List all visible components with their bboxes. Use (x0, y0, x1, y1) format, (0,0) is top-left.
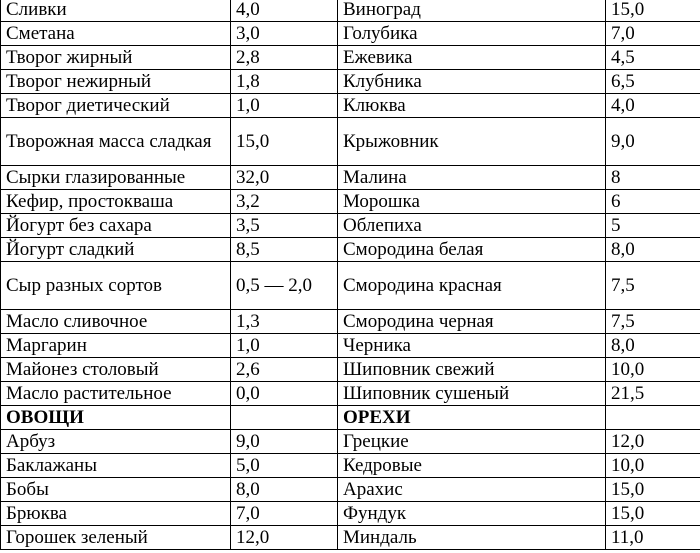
table-row (1, 0, 700, 22)
right-value-cell: 10,0 (606, 358, 700, 382)
right-value-cell: 21,5 (606, 382, 700, 406)
right-value-cell: 8,0 (606, 238, 700, 262)
left-name-cell: Йогурт без сахара (1, 214, 231, 238)
left-value-cell: 2,6 (231, 358, 338, 382)
left-name-cell: Бобы (1, 478, 231, 502)
right-value-cell: 12,0 (606, 430, 700, 454)
right-value-cell: 4,0 (606, 94, 700, 118)
right-name-cell: Шиповник свежий (338, 358, 606, 382)
right-value-cell: 15,0 (606, 478, 700, 502)
right-value-cell: 15,0 (606, 502, 700, 526)
table-row (1, 502, 700, 526)
right-value-cell: 10,0 (606, 454, 700, 478)
left-name-cell: Творог жирный (1, 46, 231, 70)
table-row (1, 478, 700, 502)
left-name-cell: Маргарин (1, 334, 231, 358)
left-name-cell: Сырки глазированные (1, 166, 231, 190)
left-value-cell: 15,0 (231, 118, 338, 166)
right-value-cell (606, 406, 700, 430)
right-value-cell: 4,5 (606, 46, 700, 70)
right-value-cell: 9,0 (606, 118, 700, 166)
right-value-cell: 6,5 (606, 70, 700, 94)
right-name-cell: Облепиха (338, 214, 606, 238)
right-value-cell: 8,0 (606, 334, 700, 358)
right-value-cell: 11,0 (606, 526, 700, 550)
table-row (1, 70, 700, 94)
left-name-cell: Йогурт сладкий (1, 238, 231, 262)
left-value-cell: 1,3 (231, 310, 338, 334)
right-name-cell: Смородина красная (338, 262, 606, 310)
right-value-cell: 15,0 (606, 0, 700, 22)
right-name-cell: Смородина черная (338, 310, 606, 334)
right-name-cell: Малина (338, 166, 606, 190)
right-value-cell: 6 (606, 190, 700, 214)
left-value-cell: 1,0 (231, 94, 338, 118)
left-value-cell: 4,0 (231, 0, 338, 22)
left-value-cell: 12,0 (231, 526, 338, 550)
right-name-cell: Морошка (338, 190, 606, 214)
left-name-cell: Сыр разных сортов (1, 262, 231, 310)
right-name-cell: Голубика (338, 22, 606, 46)
left-value-cell (231, 406, 338, 430)
table-row (1, 46, 700, 70)
section-header-row (1, 406, 700, 430)
left-value-cell: 3,0 (231, 22, 338, 46)
right-name-cell: Арахис (338, 478, 606, 502)
left-name-cell: Сметана (1, 22, 231, 46)
left-name-cell: Творог нежирный (1, 70, 231, 94)
right-name-cell: Грецкие (338, 430, 606, 454)
left-value-cell: 3,5 (231, 214, 338, 238)
table-row (1, 22, 700, 46)
left-name-cell: Творог диетический (1, 94, 231, 118)
left-value-cell: 5,0 (231, 454, 338, 478)
left-name-cell: Сливки (1, 0, 231, 22)
table-row (1, 334, 700, 358)
table-row (1, 382, 700, 406)
right-value-cell: 7,5 (606, 310, 700, 334)
right-name-cell: Крыжовник (338, 118, 606, 166)
section-header-vegetables: ОВОЩИ (1, 406, 231, 430)
left-name-cell: Горошек зеленый (1, 526, 231, 550)
left-name-cell: Арбуз (1, 430, 231, 454)
left-value-cell: 0,5 — 2,0 (231, 262, 338, 310)
table-row (1, 430, 700, 454)
right-value-cell: 7,0 (606, 22, 700, 46)
right-name-cell: Клубника (338, 70, 606, 94)
right-name-cell: Смородина белая (338, 238, 606, 262)
right-name-cell: Шиповник сушеный (338, 382, 606, 406)
right-name-cell: Фундук (338, 502, 606, 526)
left-value-cell: 1,8 (231, 70, 338, 94)
left-value-cell: 1,0 (231, 334, 338, 358)
right-name-cell: Клюква (338, 94, 606, 118)
table-row (1, 238, 700, 262)
table-row (1, 190, 700, 214)
right-name-cell: Миндаль (338, 526, 606, 550)
left-value-cell: 2,8 (231, 46, 338, 70)
table-row (1, 118, 700, 166)
left-name-cell: Баклажаны (1, 454, 231, 478)
left-value-cell: 8,0 (231, 478, 338, 502)
table-row (1, 310, 700, 334)
right-value-cell: 7,5 (606, 262, 700, 310)
table-row (1, 358, 700, 382)
left-value-cell: 9,0 (231, 430, 338, 454)
right-name-cell: Кедровые (338, 454, 606, 478)
left-name-cell: Брюква (1, 502, 231, 526)
left-value-cell: 0,0 (231, 382, 338, 406)
right-value-cell: 5 (606, 214, 700, 238)
table-row (1, 94, 700, 118)
right-name-cell: Ежевика (338, 46, 606, 70)
table-row (1, 262, 700, 310)
left-name-cell: Кефир, простокваша (1, 190, 231, 214)
table-row (1, 166, 700, 190)
section-header-nuts: ОРЕХИ (338, 406, 606, 430)
left-name-cell: Майонез столовый (1, 358, 231, 382)
right-name-cell: Виноград (338, 0, 606, 22)
table-row (1, 214, 700, 238)
left-name-cell: Масло сливочное (1, 310, 231, 334)
left-value-cell: 7,0 (231, 502, 338, 526)
table-row (1, 454, 700, 478)
left-value-cell: 8,5 (231, 238, 338, 262)
left-value-cell: 3,2 (231, 190, 338, 214)
left-name-cell: Масло растительное (1, 382, 231, 406)
table-row (1, 526, 700, 550)
left-name-cell: Творожная масса сладкая (1, 118, 231, 166)
right-name-cell: Черника (338, 334, 606, 358)
right-value-cell: 8 (606, 166, 700, 190)
left-value-cell: 32,0 (231, 166, 338, 190)
